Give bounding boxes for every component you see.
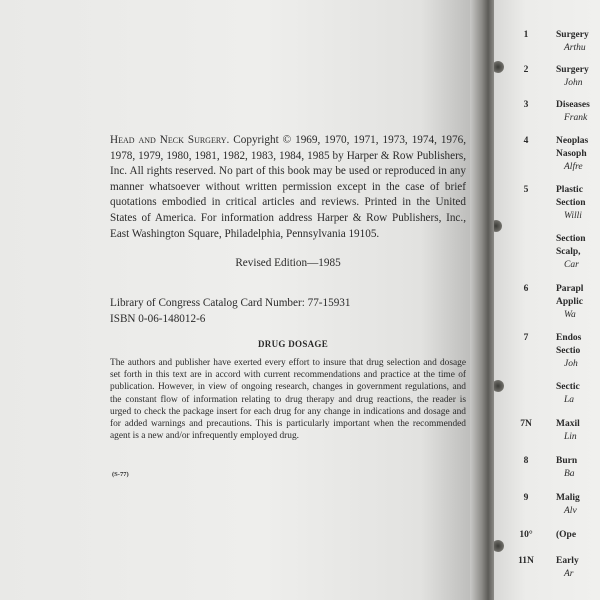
toc-number: 6: [523, 284, 529, 294]
toc-number: 10°: [519, 530, 533, 540]
toc-number: 5: [523, 185, 529, 195]
toc-title-line2: Section: [556, 198, 586, 208]
toc-author: La: [564, 395, 575, 405]
toc-number: 9: [523, 493, 529, 503]
right-page-contents: [494, 0, 600, 600]
toc-number: 1: [523, 30, 529, 40]
toc-entry: [494, 234, 600, 278]
toc-title: (Ope: [556, 530, 577, 540]
drug-dosage-text: The authors and publisher have exerted every effort to insure that drug selection and dosage set forth in this text are in accord with current recommendations and practice at the time of publication. However, in view of ongoing research, changes in government regulations, and the constant flow of information relating to drug therapy and drug reactions, the reader is urged to check the package insert for each drug for any change in indications and dosage and for added warnings and precautions. This is particularly important when the recommended agent is a new and/or infrequently employed drug.: [110, 358, 466, 442]
book-title: Head and Neck Surgery: [110, 134, 227, 146]
toc-entry: [494, 284, 600, 328]
edition-line: Revised Edition—1985: [235, 257, 341, 269]
toc-author: Arthu: [564, 43, 586, 53]
toc-title: Diseases: [556, 100, 590, 110]
lccn-line: Library of Congress Catalog Card Number: 77-15931: [110, 297, 351, 309]
toc-title: Maxil: [556, 419, 580, 429]
toc-entry: [494, 136, 600, 180]
toc-author: Willi: [564, 211, 582, 221]
toc-author: Lin: [564, 432, 577, 442]
toc-number: 3: [523, 100, 529, 110]
book-gutter: [470, 0, 496, 600]
toc-author: Alv: [564, 506, 577, 516]
toc-entry: [494, 100, 600, 132]
toc-title-line2: Nasoph: [556, 149, 587, 159]
toc-title: Early: [556, 556, 579, 566]
toc-title: Malig: [556, 493, 580, 503]
toc-author: Car: [564, 260, 579, 270]
toc-author: Ba: [564, 469, 575, 479]
toc-title-line2: Scalp,: [556, 247, 581, 257]
toc-title: Section: [556, 234, 586, 244]
toc-title-line2: Sectio: [556, 346, 581, 356]
toc-author: John: [564, 78, 583, 88]
toc-entry: [494, 185, 600, 229]
catalog-info: [110, 296, 450, 327]
toc-title: Surgery: [556, 65, 589, 75]
toc-title: Burn: [556, 456, 578, 466]
drug-dosage-heading: DRUG DOSAGE: [257, 339, 329, 349]
toc-entry: [494, 456, 600, 488]
print-code: (S-77): [112, 471, 129, 478]
toc-entry: [494, 65, 600, 97]
toc-author: Alfre: [564, 162, 583, 172]
toc-title: Neoplas: [556, 136, 589, 146]
toc-number: 7: [523, 333, 529, 343]
toc-number: 11N: [518, 556, 534, 566]
toc-author: Wa: [564, 310, 576, 320]
isbn-line: ISBN 0-06-148012-6: [110, 312, 206, 325]
toc-number: 2: [523, 65, 529, 75]
toc-entry: [494, 556, 600, 588]
toc-author: Ar: [564, 569, 574, 579]
toc-entry: [494, 30, 600, 62]
toc-number: 8: [523, 456, 529, 466]
copyright-text: . Copyright © 1969, 1970, 1971, 1973, 1974, 1976, 1978, 1979, 1980, 1981, 1982, 1983, 1984, 1985 by Harper & Row Publishers, Inc. All rights reserved. No part of this book may be used or reproduced in any manner whatsoever without written permission except in the case of brief quotations embodied in critical articles and reviews. Printed in the United States of America. For information address Harper & Row Publishers, Inc., East Washington Square, Philadelphia, Pennsylvania 19105.: [110, 134, 467, 240]
toc-title: Endos: [556, 333, 582, 343]
toc-title: Surgery: [556, 30, 589, 40]
toc-number: 7N: [520, 419, 532, 429]
copyright-notice: [110, 133, 466, 242]
toc-title-line2: Applic: [556, 297, 583, 307]
toc-author: Frank: [564, 113, 588, 123]
toc-title: Parapl: [556, 284, 584, 294]
toc-entry: [494, 382, 600, 414]
toc-entry: [494, 493, 600, 525]
toc-title: Plastic: [556, 185, 583, 195]
toc-author: Joh: [564, 359, 578, 369]
toc-title: Sectic: [556, 382, 580, 392]
toc-entry: [494, 419, 600, 451]
toc-entry: [494, 333, 600, 377]
toc-number: 4: [523, 136, 529, 146]
